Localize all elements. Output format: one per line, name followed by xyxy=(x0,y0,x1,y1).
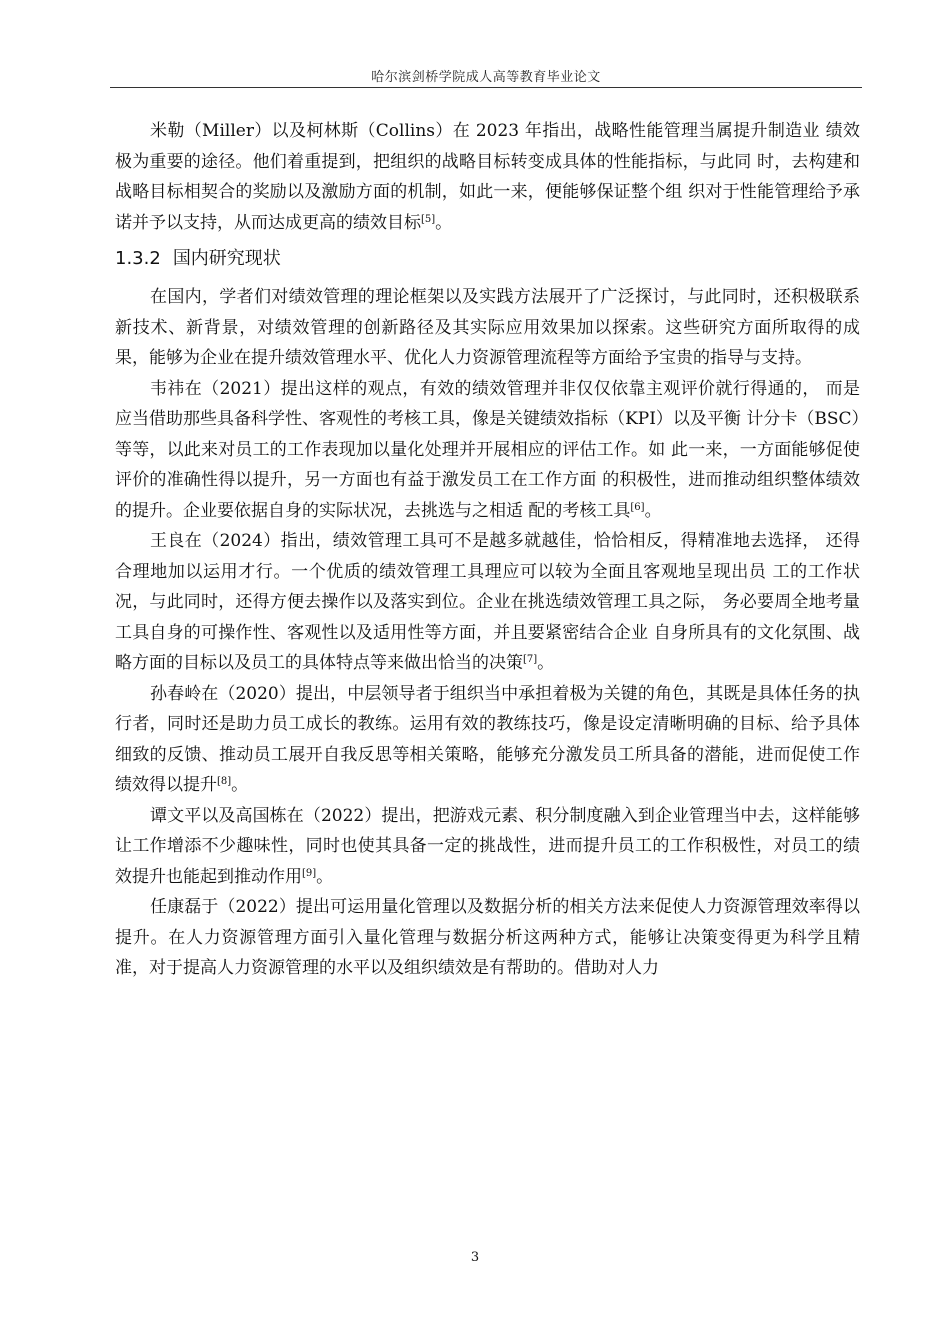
section-title: 国内研究现状 xyxy=(172,248,281,269)
paragraph-text: 谭文平以及高国栋在（2022）提出，把游戏元素、积分制度融入到企业管理当中去，这样能够让工作增添不少趣味性，同时也使其具备一定的挑战性，进而提升员工的工作积极性，对员工的绩效提升也能起到推动作用 xyxy=(115,805,860,887)
paragraph-tanwenping xyxy=(115,801,860,893)
citation-ref: [8] xyxy=(217,776,232,787)
paragraph-end: 。 xyxy=(316,866,334,887)
paragraph-end: 。 xyxy=(435,212,453,233)
paragraph-domestic-overview xyxy=(115,282,860,374)
paragraph-renkanglei xyxy=(115,892,860,984)
paragraph-end: 。 xyxy=(231,775,249,795)
page-body xyxy=(115,116,860,984)
paragraph-end: 。 xyxy=(644,500,662,521)
header-rule xyxy=(110,87,862,88)
paragraph-text: 孙春岭在（2020）提出，中层领导者于组织当中承担着极为关键的角色，其既是具体任务的执行者，同时还是助力员工成长的教练。运用有效的教练技巧，像是设定清晰明确的目标、给予具体细致的反馈、推动员工展开自我反思等相关策略，能够充分激发员工所具备的潜能，进而促使工作绩效得以提升 xyxy=(115,683,860,795)
paragraph-text: 在国内，学者们对绩效管理的理论框架以及实践方法展开了广泛探讨，与此同时，还积极联系新技术、新背景，对绩效管理的创新路径及其实际应用效果加以探索。这些研究方面所取得的成果，能够为企业在提升绩效管理水平、优化人力资源管理流程等方面给予宝贵的指导与支持。 xyxy=(115,287,860,368)
paragraph-text: 米勒（Miller）以及柯林斯（Collins）在 2023 年指出，战略性能管理当属提升制造业 绩效极为重要的途径。他们着重提到，把组织的战略目标转变成具体的性能指标，与此同 时，去构建和战略目标相契合的奖励以及激励方面的机制，如此一来，便能够保证整个组 织对于性能管理给予承诺并予以支持，从而达成更高的绩效目标 xyxy=(115,121,860,233)
paragraph-wangliang xyxy=(115,526,860,679)
paragraph-weiyi xyxy=(115,374,860,527)
paragraph-text: 韦祎在（2021）提出这样的观点，有效的绩效管理并非仅仅依靠主观评价就行得通的， 而是应当借助那些具备科学性、客观性的考核工具，像是关键绩效指标（KPI）以及平衡 计分卡（BSC）等等，以此来对员工的工作表现加以量化处理并开展相应的评估工作。如 此一来，一方面能够促使评价的准确性得以提升，另一方面也有益于激发员工在工作方面 的积极性，进而推动组织整体绩效的提升。企业要依据自身的实际状况，去挑选与之相适 配的考核工具 xyxy=(115,378,860,521)
citation-ref: [7] xyxy=(523,654,538,665)
paragraph-sunchunling xyxy=(115,679,860,801)
citation-ref: [5] xyxy=(421,213,436,225)
running-header: 哈尔滨剑桥学院成人高等教育毕业论文 xyxy=(371,70,601,85)
paragraph-text: 王良在（2024）指出，绩效管理工具可不是越多就越佳，恰恰相反，得精准地去选择， 还得合理地加以运用才行。一个优质的绩效管理工具理应可以较为全面且客观地呈现出员 工的工作状况，与此同时，还得方便去操作以及落实到位。企业在挑选绩效管理工具之际， 务必要周全地考量工具自身的可操作性、客观性以及适用性等方面，并且要紧密结合企业 自身所具有的文化氛围、战略方面的目标以及员工的具体特点等来做出恰当的决策 xyxy=(115,531,860,673)
section-heading xyxy=(115,242,860,276)
paragraph-end: 。 xyxy=(537,653,555,673)
section-number: 1.3.2 xyxy=(115,248,161,269)
paragraph-miller-collins xyxy=(115,116,860,238)
page-number: 3 xyxy=(470,1250,480,1265)
citation-ref: [6] xyxy=(630,501,645,513)
citation-ref: [9] xyxy=(302,867,317,879)
paragraph-text: 任康磊于（2022）提出可运用量化管理以及数据分析的相关方法来促使人力资源管理效率得以提升。在人力资源管理方面引入量化管理与数据分析这两种方式，能够让决策变得更为科学且精准，对于提高人力资源管理的水平以及组织绩效是有帮助的。借助对人力 xyxy=(115,897,860,978)
